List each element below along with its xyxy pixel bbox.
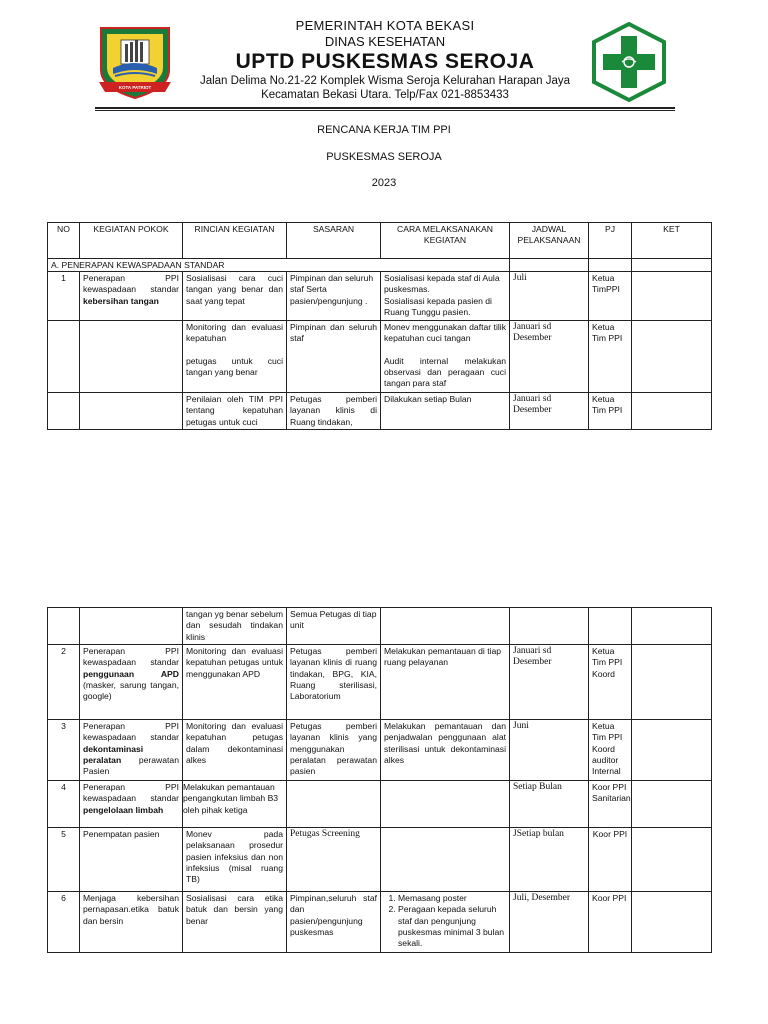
cell-kegiatan: Penerapan PPI kewaspadaan standar penggunaan APD (masker, sarung tangan, google): [80, 645, 183, 720]
cell-sasaran: Petugas pemberi layanan klinis yang menggunakan peralatan perawatan pasien: [287, 720, 381, 781]
letterhead-address: Jalan Delima No.21-22 Komplek Wisma Seroja Kelurahan Harapan Jaya: [199, 75, 571, 87]
cell-sasaran: Pimpinan,seluruh staf dan pasien/pengunjung puskesmas: [287, 892, 381, 953]
work-plan-table-part2: [47, 607, 712, 953]
col-header-sasaran: SASARAN: [287, 223, 381, 259]
cell-jadwal: Januari sd Desember: [510, 645, 589, 720]
table-row: [48, 720, 712, 781]
col-header-ket: KET: [632, 223, 712, 259]
cell-jadwal: Januari sd Desember: [510, 393, 589, 430]
table-header-row: [48, 223, 712, 259]
list-item: 2. Peragaan kepada seluruh staf dan pengunjung puskesmas minimal 3 bulan sekali.: [398, 904, 506, 949]
cell-no: 3: [48, 720, 80, 781]
cell-jadwal: Juni: [510, 720, 589, 781]
cell-pj: Ketua Tim PPI Koord auditor Internal: [589, 720, 632, 781]
letterhead-divider-thin: [95, 110, 675, 111]
letterhead-institution: UPTD PUSKESMAS SEROJA: [235, 50, 535, 73]
cell-no: 2: [48, 645, 80, 720]
col-header-kegiatan-pokok: KEGIATAN POKOK: [80, 223, 183, 259]
table-row: [48, 393, 712, 430]
cell-pj: Ketua Tim PPI: [589, 393, 632, 430]
letterhead-divider: [95, 107, 675, 109]
cell-rincian: Monev pada pelaksanaan prosedur pasien infeksius dan non infeksius (misal ruang TB): [183, 828, 287, 892]
cell-jadwal: Juli, Desember: [510, 892, 589, 953]
cell-cara: Melakukan pemantauan dan penjadwalan penggunaan alat sterilisasi untuk dekontaminasi alkes: [381, 720, 510, 781]
cell-cara: Dilakukan setiap Bulan: [381, 393, 510, 430]
col-header-no: NO: [48, 223, 80, 259]
cell-no: 4: [48, 781, 80, 828]
letterhead-contact: Kecamatan Bekasi Utara. Telp/Fax 021-8853433: [261, 89, 509, 101]
col-header-cara: CARA MELAKSANAKAN KEGIATAN: [381, 223, 510, 259]
cell-sasaran: Petugas Screening: [287, 828, 381, 892]
cell-rincian: tangan yg benar sebelum dan sesudah tindakan klinis: [183, 608, 287, 645]
cell-jadwal: Setiap Bulan: [510, 781, 589, 828]
document-subtitle: PUSKESMAS SEROJA: [326, 151, 442, 163]
col-header-rincian: RINCIAN KEGIATAN: [183, 223, 287, 259]
cell-sasaran: Petugas pemberi layanan klinis di ruang tindakan, BPG, KIA, Ruang sterilisasi, Laboratorium: [287, 645, 381, 720]
cell-no: 5: [48, 828, 80, 892]
letterhead-department: DINAS KESEHATAN: [324, 34, 446, 49]
table-row: [48, 781, 712, 828]
emblem-motto: KOTA PATRIOT: [118, 85, 152, 90]
cell-pj: Ketua Tim PPI Koord: [589, 645, 632, 720]
cell-kegiatan: Penerapan PPI kewaspadaan standar kebersihan tangan: [80, 272, 183, 321]
work-plan-table-part1: [47, 222, 712, 430]
cell-rincian: Monitoring dan evaluasi kepatuhan petugas dalam dekontaminasi alkes: [183, 720, 287, 781]
table-row: [48, 892, 712, 953]
cell-sasaran: Petugas pemberi layanan klinis di Ruang tindakan,: [287, 393, 381, 430]
cell-pj: Koor PPI Sanitarian: [589, 781, 632, 828]
cell-cara: Melakukan pemantauan di tiap ruang pelayanan: [381, 645, 510, 720]
cell-pj: Ketua TimPPI: [589, 272, 632, 321]
cell-rincian: Sosialisasi cara etika batuk dan bersin yang benar: [183, 892, 287, 953]
cell-jadwal: Juli: [510, 272, 589, 321]
cell-sasaran: Semua Petugas di tiap unit: [287, 608, 381, 645]
cell-rincian: Melakukan pemantauan pengangkutan limbah B3 oleh pihak ketiga: [183, 781, 287, 828]
cell-jadwal: JSetiap bulan: [510, 828, 589, 892]
document-title: RENCANA KERJA TIM PPI: [317, 124, 451, 136]
cell-pj: Koor PPI: [589, 892, 632, 953]
table-row: [48, 645, 712, 720]
cell-ket: [632, 272, 712, 321]
cell-kegiatan: Penerapan PPI kewaspadaan standar dekontaminasi peralatan perawatan Pasien: [80, 720, 183, 781]
document-year: 2023: [371, 177, 397, 189]
cell-rincian: Monitoring dan evaluasi kepatuhan petugas untuk menggunakan APD: [183, 645, 287, 720]
cell-jadwal: Januari sd Desember: [510, 321, 589, 393]
cell-no: 1: [48, 272, 80, 321]
cell-cara: [381, 892, 510, 953]
table-row: [48, 272, 712, 321]
section-title: A. PENERAPAN KEWASPADAAN STANDAR: [48, 259, 510, 272]
col-header-jadwal: JADWAL PELAKSANAAN: [510, 223, 589, 259]
table-row: [48, 321, 712, 393]
table-row: [48, 608, 712, 645]
section-row: [48, 259, 712, 272]
kota-bekasi-emblem-icon: [95, 22, 175, 100]
cell-kegiatan: Menjaga kebersihan pernapasan.etika batuk dan bersin: [80, 892, 183, 953]
cell-rincian: Sosialisasi cara cuci tangan yang benar dan saat yang tepat: [183, 272, 287, 321]
cell-sasaran: Pimpinan dan seluruh staf: [287, 321, 381, 393]
list-item: 1. Memasang poster: [398, 893, 506, 904]
cell-no: 6: [48, 892, 80, 953]
col-header-pj: PJ: [589, 223, 632, 259]
cell-kegiatan: Penerapan PPI kewaspadaan standar pengelolaan limbah: [80, 781, 183, 828]
cell-pj: Koor PPI: [589, 828, 632, 892]
cell-pj: Ketua Tim PPI: [589, 321, 632, 393]
table-row: [48, 828, 712, 892]
cell-cara: Monev menggunakan daftar tilik kepatuhan cuci tangan Audit internal melakukan observasi dan peragaan cuci tangan para staf: [381, 321, 510, 393]
puskesmas-logo-icon: [588, 22, 670, 102]
cell-sasaran: Pimpinan dan seluruh staf Serta pasien/pengunjung .: [287, 272, 381, 321]
letterhead-government: PEMERINTAH KOTA BEKASI: [295, 18, 475, 33]
cell-cara: Sosialisasi kepada staf di Aula puskesmas. Sosialisasi kepada pasien di Ruang Tunggu pasien.: [381, 272, 510, 321]
cell-kegiatan: Penempatan pasien: [80, 828, 183, 892]
cell-rincian: Monitoring dan evaluasi kepatuhan petugas untuk cuci tangan yang benar: [183, 321, 287, 393]
letterhead: [185, 18, 585, 102]
cell-rincian: Penilaian oleh TIM PPI tentang kepatuhan petugas untuk cuci: [183, 393, 287, 430]
